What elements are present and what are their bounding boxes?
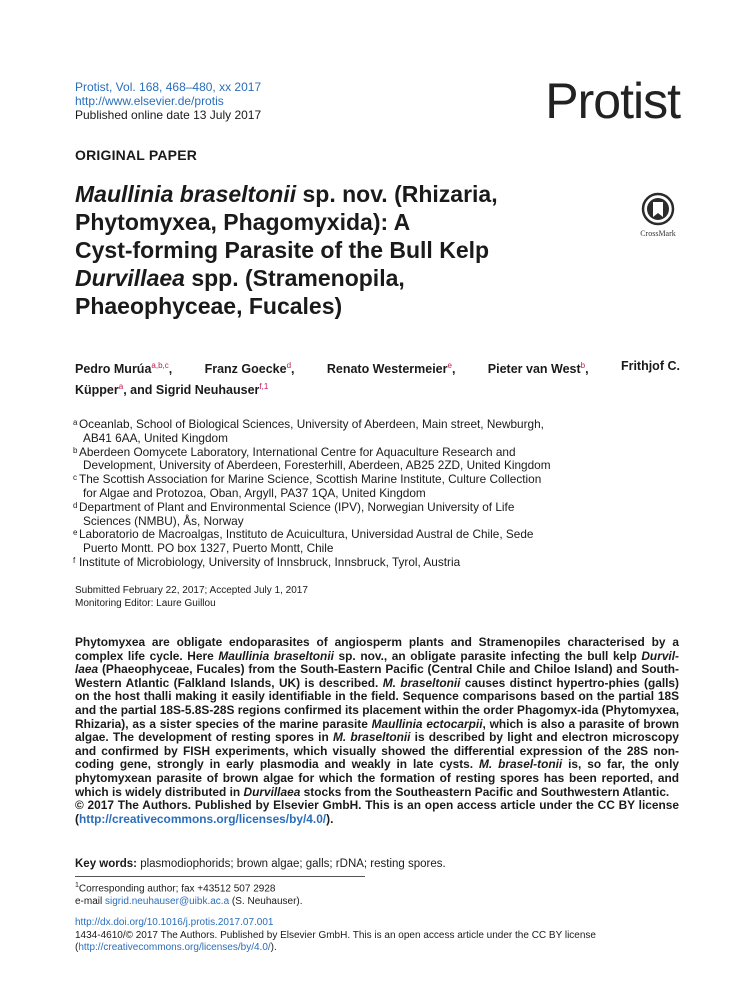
doi-license-block: http://dx.doi.org/10.1016/j.protis.2017.07.001 1434-4610/© 2017 The Authors. Published by Elsevier GmbH. This is an open access article under the CC BY license (http://creativecommons.org/licenses/by/4.0/).: [75, 917, 679, 955]
author[interactable]: Franz Goecke$^d$,: [204, 361, 295, 377]
footnote-divider: [75, 876, 365, 877]
abstract: [75, 636, 679, 826]
affiliation: a Oceanlab, School of Biological Sciences, University of Aberdeen, Main street, Newburgh, AB41 6AA, United Kingdom: [73, 417, 544, 445]
title-species: Maullinia braseltonii: [75, 181, 297, 207]
doi-link[interactable]: http://dx.doi.org/10.1016/j.protis.2017.07.001: [75, 917, 274, 928]
affiliation: f Institute of Microbiology, University of Innsbruck, Innsbruck, Tyrol, Austria: [73, 554, 461, 569]
author[interactable]: Pieter van West$^b$,: [487, 361, 589, 377]
email-link[interactable]: sigrid.neuhauser@uibk.ac.a: [105, 895, 230, 907]
crossmark-label: CrossMark: [640, 229, 676, 238]
affiliation: e Laboratorio de Macroalgas, Instituto de Acuicultura, Universidad Austral de Chile, Sede Puerto Montt. PO box 1327, Puerto Montt, Chile: [73, 527, 534, 556]
keywords: [75, 858, 446, 870]
affiliations: [75, 418, 695, 570]
affiliation: b Aberdeen Oomycete Laboratory, International Centre for Aquaculture Research and Development, University of Aberdeen, Foresterhill, Aberdeen, AB25 2ZD, United Kingdom: [73, 444, 551, 473]
submitted-accepted: Submitted February 22, 2017; Accepted July 1, 2017: [75, 585, 308, 596]
affiliation: c The Scottish Association for Marine Science, Scottish Marine Institute, Culture Collection for Algae and Protozoa, Oban, Argyll, PA37 1QA, United Kingdom: [73, 472, 542, 500]
keywords-text: plasmodiophorids; brown algae; galls; rDNA; resting spores.: [137, 858, 446, 870]
article-title: [75, 180, 595, 320]
journal-meta: [75, 80, 261, 122]
author[interactable]: Frithjof C.: [620, 359, 680, 373]
title-text: Phaeophyceae, Fucales): [75, 293, 343, 319]
journal-logo: Protist: [545, 73, 680, 129]
title-text: spp. (Stramenopila,: [184, 265, 405, 291]
monitoring-editor: Monitoring Editor: Laure Guillou: [75, 597, 216, 609]
article-type: ORIGINAL PAPER: [75, 147, 198, 163]
issn-copyright: 1434-4610/© 2017 The Authors. Published by Elsevier GmbH. This is an open access article under the CC BY license: [75, 929, 596, 941]
author-conjunction: and: [130, 383, 153, 398]
license-link-bottom[interactable]: http://creativecommons.org/licenses/by/4.0/: [78, 942, 271, 953]
author[interactable]: Pedro Murúa$^{a,b,c}$,: [75, 361, 173, 377]
author[interactable]: Küpper$^a$,: [75, 382, 127, 398]
citation-link[interactable]: Protist, Vol. 168, 468–480, xx 2017: [75, 80, 262, 94]
affiliation: d Department of Plant and Environmental Science (IPV), Norwegian University of Life Sciences (NMBU), Ås, Norway: [73, 499, 515, 528]
author[interactable]: Renato Westermeier$^e$,: [326, 361, 456, 377]
author-list: [75, 357, 680, 399]
crossmark-badge[interactable]: [634, 192, 682, 238]
title-text: Phytomyxea, Phagomyxida): A: [75, 209, 411, 235]
keywords-label: Key words:: [75, 858, 137, 870]
footnote: $^1$Corresponding author; fax +43512 507 2928 e-mail sigrid.neuhauser@uibk.ac.a (S. Neuhauser).: [75, 882, 303, 907]
title-genus: Durvillaea: [75, 265, 185, 291]
title-text: Cyst-forming Parasite of the Bull Kelp: [75, 237, 490, 263]
submission-dates: [75, 585, 308, 610]
publication-date: Published online date 13 July 2017: [75, 108, 262, 122]
abstract-text: Phytomyxea are obligate endoparasites of angiosperm plants and Stramenopiles characterised by a complex life cycle. Here Maullinia braseltonii sp. nov., an obligate parasite infecting the bull kelp Durvil-laea (Phaeophyceae, Fucales) from the South-Eastern Pacific (Central Chile and Chiloe Island) and South-Western Atlantic (Falkland Islands, UK) is described. M. braseltonii causes distinct hypertro-phies (galls) on the host thalli making it easily identifiable in the field. Sequence comparisons based on the partial 18S and the partial 18S-5.8S-28S regions confirmed its placement within the order Phagomyx-ida (Phytomyxea, Rhizaria), as a sister species of the marine parasite Maullinia ectocarpii, which is also a parasite of brown algae. The development of resting spores in M. braseltonii is described by light and electron microscopy and confirmed by FISH experiments, which visually showed the differential expression of the 28S non-coding gene, strongly in early plasmodia and weakly in late cysts. M. brasel-tonii is, so far, the only phytomyxean parasite of brown algae for which the formation of resting spores has been reported, and which is widely distributed in Durvillaea stocks from the Southeastern Pacific and Southwestern Atlantic.: [75, 635, 680, 799]
title-text: sp. nov. (Rhizaria,: [296, 181, 498, 207]
abstract-license: © 2017 The Authors. Published by Elsevier GmbH. This is an open access article under the CC BY license (http://creativecommons.org/licenses/by/4.0/).: [75, 798, 679, 826]
crossmark-icon: [641, 192, 675, 226]
author[interactable]: Sigrid Neuhauser$^{f,1}$: [155, 382, 269, 398]
journal-url-link[interactable]: http://www.elsevier.de/protis: [75, 94, 224, 108]
license-link[interactable]: http://creativecommons.org/licenses/by/4.0/: [78, 811, 327, 826]
